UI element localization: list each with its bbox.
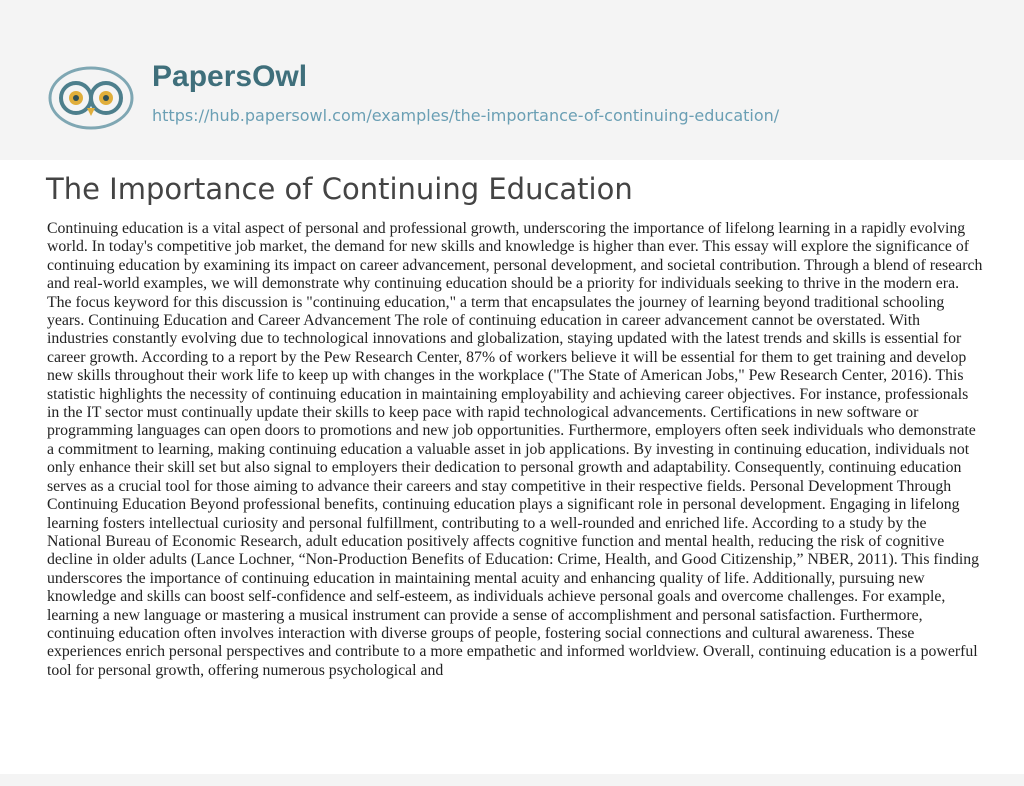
- source-url[interactable]: https://hub.papersowl.com/examples/the-importance-of-continuing-education/: [152, 106, 780, 125]
- document-title: The Importance of Continuing Education: [46, 172, 633, 206]
- page-header: [0, 0, 1024, 160]
- footer-band: [0, 774, 1024, 786]
- brand-name: PapersOwl: [152, 60, 308, 93]
- owl-logo-icon: [48, 64, 134, 130]
- essay-body: Continuing education is a vital aspect of personal and professional growth, underscoring the importance of lifelong learning in a rapidly evolving world. In today's competitive job market, the demand for new skills and knowledge is higher than ever. This essay will explore the significance of continuing education by examining its impact on career advancement, personal development, and societal contribution. Through a blend of research and real-world examples, we will demonstrate why continuing education should be a priority for individuals seeking to thrive in the modern era. The focus keyword for this discussion is "continuing education," a term that encapsulates the journey of learning beyond traditional schooling years. Continuing Education and Career Advancement The role of continuing education in career advancement cannot be overstated. With industries constantly evolving due to technological innovations and globalization, staying updated with the latest trends and skills is essential for career growth. According to a report by the Pew Research Center, 87% of workers believe it will be essential for them to get training and develop new skills throughout their work life to keep up with changes in the workplace ("The State of American Jobs," Pew Research Center, 2016). This statistic highlights the necessity of continuing education in maintaining employability and achieving career objectives. For instance, professionals in the IT sector must continually update their skills to keep pace with rapid technological advancements. Certifications in new software or programming languages can open doors to promotions and new job opportunities. Furthermore, employers often seek individuals who demonstrate a commitment to learning, making continuing education a valuable asset in job applications. By investing in continuing education, individuals not only enhance their skill set but also signal to employers their dedication to personal growth and adaptability. Consequently, continuing education serves as a crucial tool for those aiming to advance their careers and stay competitive in their respective fields. Personal Development Through Continuing Education Beyond professional benefits, continuing education plays a significant role in personal development. Engaging in lifelong learning fosters intellectual curiosity and personal fulfillment, contributing to a well-rounded and enriched life. According to a study by the National Bureau of Economic Research, adult education positively affects cognitive function and mental health, reducing the risk of cognitive decline in older adults (Lance Lochner, “Non-Production Benefits of Education: Crime, Health, and Good Citizenship,” NBER, 2011). This finding underscores the importance of continuing education in maintaining mental acuity and enhancing quality of life. Additionally, pursuing new knowledge and skills can boost self-confidence and self-esteem, as individuals achieve personal goals and overcome challenges. For example, learning a new language or mastering a musical instrument can provide a sense of accomplishment and personal satisfaction. Furthermore, continuing education often involves interaction with diverse groups of people, fostering social connections and cultural awareness. These experiences enrich personal perspectives and contribute to a more empathetic and informed worldview. Overall, continuing education is a powerful tool for personal growth, offering numerous psychological and: [47, 220, 983, 679]
